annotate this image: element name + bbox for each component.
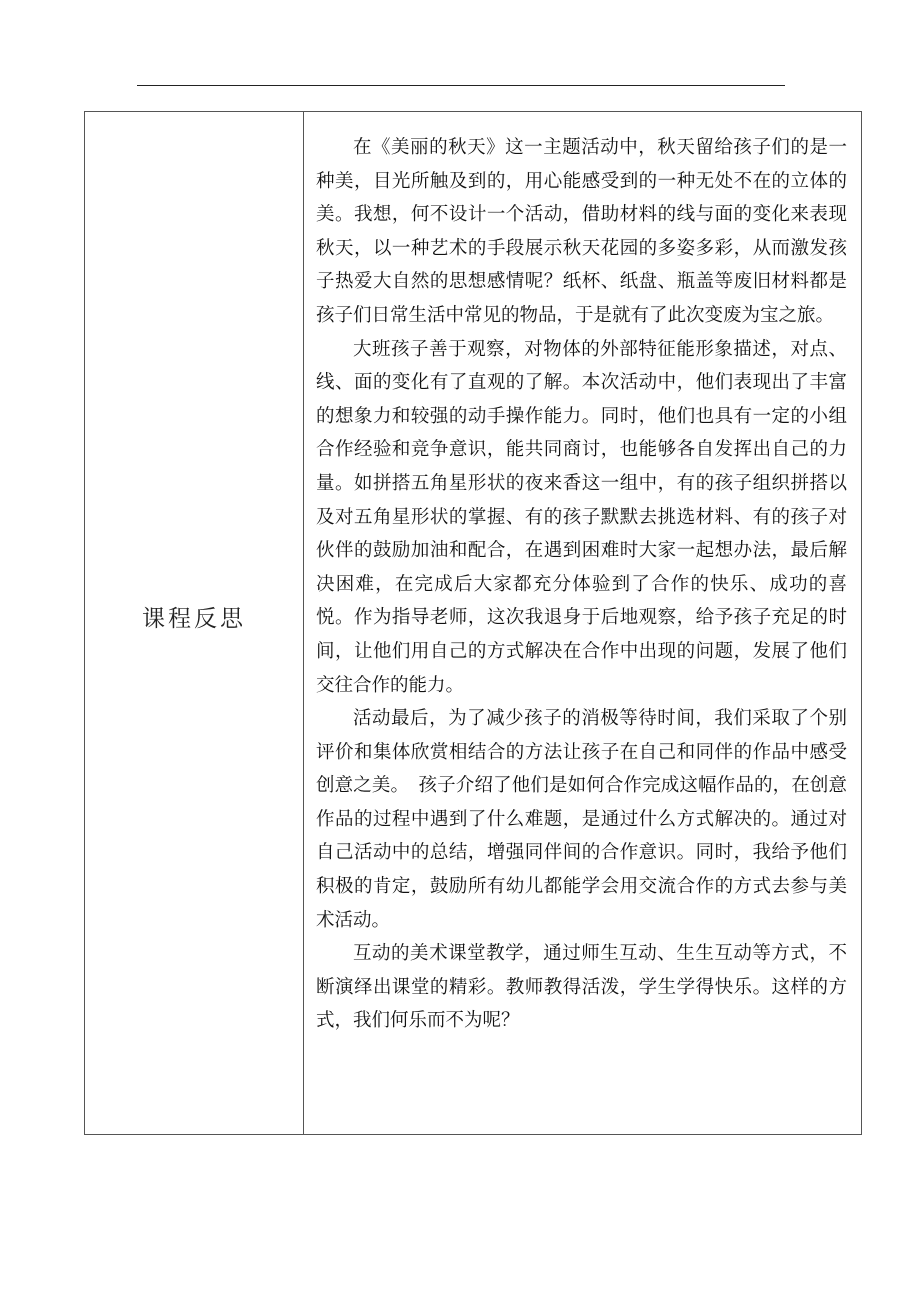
content-cell xyxy=(304,112,861,1134)
section-label: 课程反思 xyxy=(142,605,246,632)
paragraph-4: 互动的美术课堂教学，通过师生互动、生生互动等方式，不断演绎出课堂的精彩。教师教得活泼，学生学得快乐。这样的方式，我们何乐而不为呢？ xyxy=(316,943,847,1032)
paragraph-3: 活动最后，为了减少孩子的消极等待时间，我们采取了个别评价和集体欣赏相结合的方法让孩子在自己和同伴的作品中感受创意之美。 孩子介绍了他们是如何合作完成这幅作品的，在创意作品的过程中遇到了什么难题，是通过什么方式解决的。通过对自己活动中的总结，增强同伴间的合作意识。同时，我给予他们积极的肯定，鼓励所有幼儿都能学会用交流合作的方式去参与美术活动。 xyxy=(316,708,847,931)
reflection-table xyxy=(84,111,862,1135)
paragraph-1: 在《美丽的秋天》这一主题活动中，秋天留给孩子们的是一种美，目光所触及到的，用心能感受到的一种无处不在的立体的美。我想，何不设计一个活动，借助材料的线与面的变化来表现秋天，以一种艺术的手段展示秋天花园的多姿多彩，从而激发孩子热爱大自然的思想感情呢？纸杯、纸盘、瓶盖等废旧材料都是孩子们日常生活中常见的物品，于是就有了此次变废为宝之旅。 xyxy=(316,137,847,326)
paragraph-2: 大班孩子善于观察，对物体的外部特征能形象描述，对点、线、面的变化有了直观的了解。本次活动中，他们表现出了丰富的想象力和较强的动手操作能力。同时，他们也具有一定的小组合作经验和竞争意识，能共同商讨，也能够各自发挥出自己的力量。如拼搭五角星形状的夜来香这一组中，有的孩子组织拼搭以及对五角星形状的掌握、有的孩子默默去挑选材料、有的孩子对伙伴的鼓励加油和配合，在遇到困难时大家一起想办法，最后解决困难，在完成后大家都充分体验到了合作的快乐、成功的喜悦。作为指导老师，这次我退身于后地观察，给予孩子充足的时间，让他们用自己的方式解决在合作中出现的问题，发展了他们交往合作的能力。 xyxy=(316,338,847,696)
label-cell xyxy=(85,112,304,1134)
header-rule xyxy=(137,85,785,86)
